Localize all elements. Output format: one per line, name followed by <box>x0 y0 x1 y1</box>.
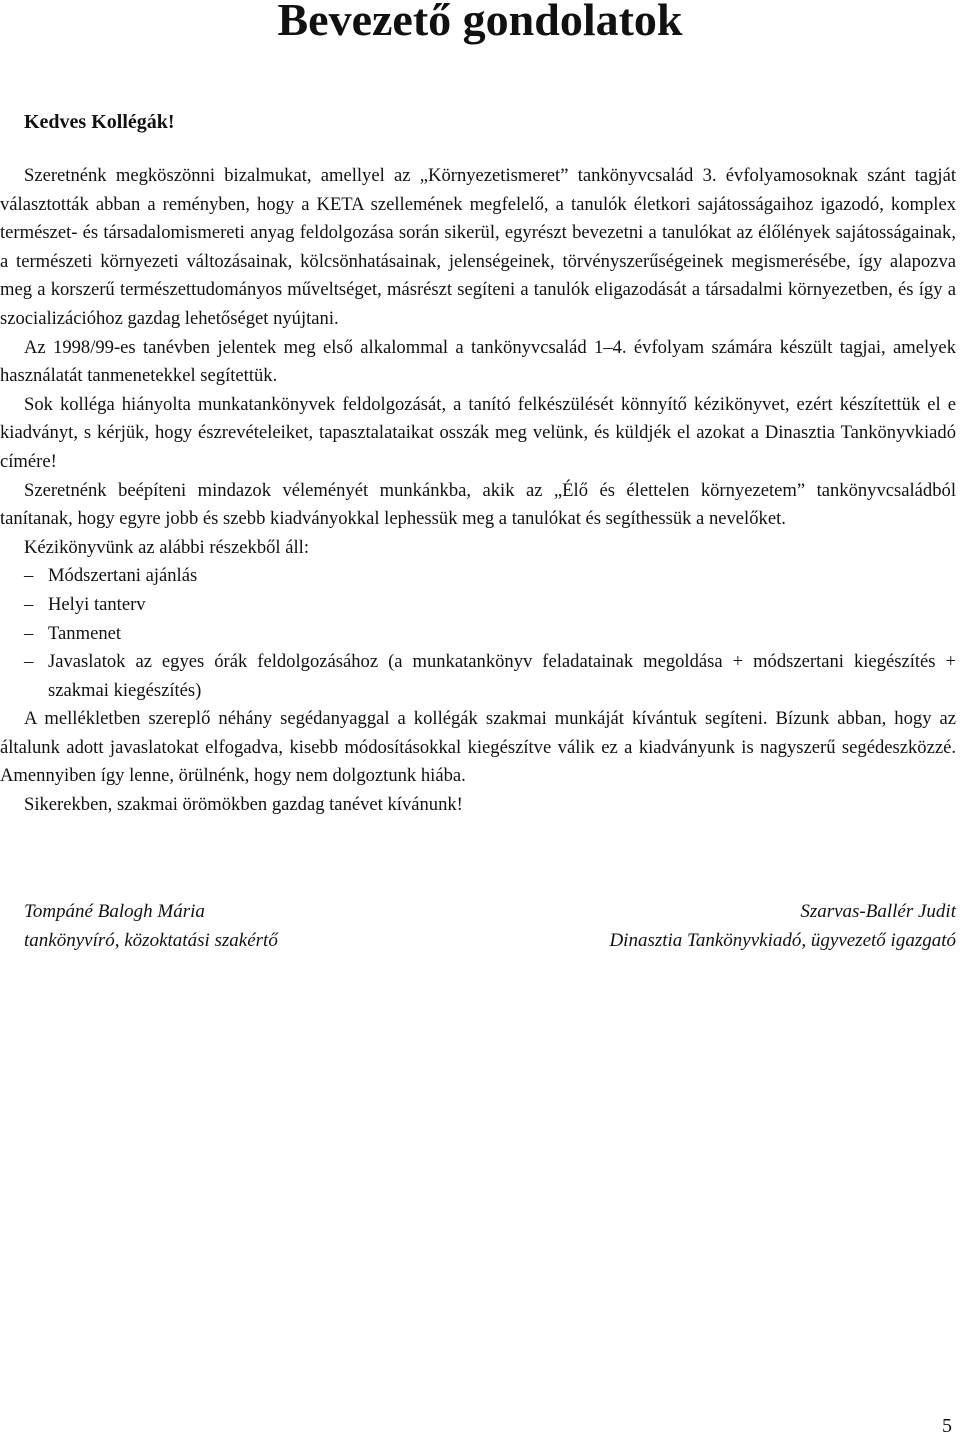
list-item-text: Javaslatok az egyes órák feldolgozásához (a munkatankönyv feladatainak megoldása + módszertani kiegészítés + szakmai kiegészítés) <box>48 651 956 701</box>
list-item-text: Tanmenet <box>48 622 122 644</box>
signature-right <box>609 898 956 955</box>
page-title: Bevezető gondolatok <box>277 0 683 45</box>
contents-list <box>0 562 956 705</box>
list-dash: – <box>24 622 34 644</box>
signature-left-role: tankönyvíró, közoktatási szakértő <box>24 929 278 951</box>
paragraph-feedback: Sok kolléga hiányolta munkatankönyvek feldolgozását, a tanító felkészülését könnyítő kézikönyvet, ezért készítettük el e kiadványt, s kérjük, hogy észrevételeiket, tapasztalataikat osszák meg velünk, és küldjék el azokat a Dinasztia Tankönyvkiadó címére! <box>0 393 956 472</box>
paragraph-appendix: A mellékletben szereplő néhány segédanyaggal a kollégák szakmai munkáját kívántuk segíteni. Bízunk abban, hogy az általunk adott javaslatokat elfogadva, kisebb módosításokkal kiegészítve válik ez a kiadványunk is nagyszerű segédeszközzé. Amennyiben így lenne, örülnénk, hogy nem dolgoztunk hiába. <box>0 708 956 787</box>
paragraph-wishes: Sikerekben, szakmai örömökben gazdag tanévet kívánunk! <box>24 794 463 816</box>
paragraph-editions: Az 1998/99-es tanévben jelentek meg első alkalommal a tankönyvcsalád 1–4. évfolyam számára készült tagjai, amelyek használatát tanmenetekkel segítettük. <box>0 336 956 387</box>
paragraph-contents-intro: Kézikönyvünk az alábbi részekből áll: <box>24 536 309 558</box>
greeting: Kedves Kollégák! <box>24 111 175 133</box>
list-dash: – <box>24 565 34 587</box>
signature-left <box>24 898 278 955</box>
list-item <box>0 648 956 705</box>
list-item <box>0 591 956 620</box>
list-item <box>0 620 956 649</box>
body-text <box>0 162 956 820</box>
paragraph-opinions: Szeretnénk beépíteni mindazok véleményét munkánkba, akik az „Élő és élettelen környezetem” tankönyvcsaládból tanítanak, hogy egyre jobb és szebb kiadványokkal lephessük meg a tanulókat és segíthessük a nevelőket. <box>0 479 956 530</box>
signature-right-name: Szarvas-Ballér Judit <box>800 901 956 922</box>
signature-right-role: Dinasztia Tankönyvkiadó, ügyvezető igazgató <box>609 929 956 951</box>
signature-left-name: Tompáné Balogh Mária <box>24 901 205 922</box>
paragraph-intro: Szeretnénk megköszönni bizalmukat, amellyel az „Környezetismeret” tankönyvcsalád 3. évfolyamosoknak szánt tagját választották abban a reményben, hogy a KETA szellemének megfelelő, a tanulók életkori sajátosságaihoz igazodó, komplex természet- és társadalomismereti anyag feldolgozása során sikerül, egyrészt bevezetni a tanulókat az élőlények sajátosságainak, a természeti környezeti változásainak, kölcsönhatásainak, jelenségeinek, törvényszerűségeinek megismerésébe, így alapozva meg a korszerű természettudományos műveltséget, másrészt segíteni a tanulók eligazodását a társadalmi környezetben, és így a szocializációhoz gazdag lehetőséget nyújtani. <box>0 165 956 329</box>
list-dash: – <box>24 651 34 673</box>
list-item-text: Módszertani ajánlás <box>48 565 198 587</box>
list-item-text: Helyi tanterv <box>48 593 146 615</box>
page-number: 5 <box>942 1415 952 1437</box>
list-item <box>0 562 956 591</box>
list-dash: – <box>24 593 34 615</box>
